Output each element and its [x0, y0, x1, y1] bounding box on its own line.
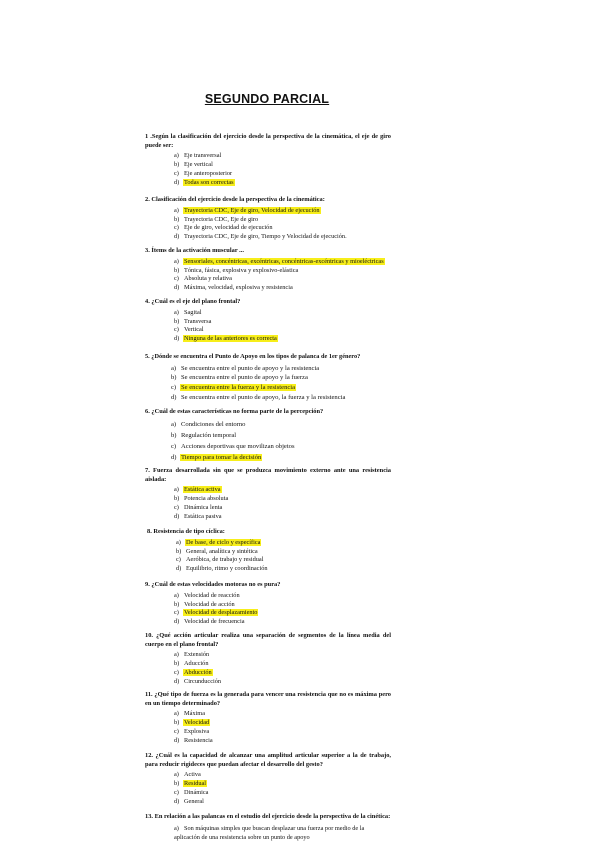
option-b — [174, 267, 391, 276]
option-text: Tiempo para tomar la decisión — [181, 453, 262, 461]
option-d — [171, 452, 391, 463]
option-b — [174, 318, 391, 327]
option-text: Eje transversal — [184, 152, 222, 160]
option-label: d) — [171, 393, 177, 401]
option-c — [174, 789, 391, 798]
option-label: a) — [176, 538, 181, 546]
option-label: c) — [176, 556, 181, 564]
option-label: a) — [171, 420, 177, 428]
option-d — [174, 798, 391, 807]
option-text: Eje vertical — [184, 161, 213, 169]
option-d — [174, 335, 391, 344]
option-text: Potencia absoluta — [184, 495, 229, 503]
option-label: d) — [171, 453, 177, 461]
option-label: c) — [174, 170, 179, 177]
question-text: 3. Ítems de la activación muscular ... — [145, 247, 244, 254]
option-d — [174, 618, 391, 627]
option-label: b) — [174, 161, 180, 169]
option-a — [176, 539, 393, 548]
option-label: b) — [174, 317, 180, 325]
options-list — [145, 651, 391, 687]
question-text: 13. En relación a las palancas en el estudio del ejercicio desde la perspectiva de la cinética: — [145, 813, 391, 820]
options-list — [145, 824, 391, 842]
option-b — [174, 719, 391, 728]
options-list — [145, 364, 397, 403]
option-text: Trayectoria CDC, Eje de giro, Velocidad de ejecución — [184, 206, 320, 214]
option-label: b) — [174, 495, 180, 503]
option-text: Condiciones del entorno — [181, 420, 246, 428]
option-label: c) — [171, 384, 177, 392]
option-label: a) — [171, 364, 177, 372]
option-d — [174, 284, 391, 293]
options-list — [145, 309, 391, 345]
option-label: b) — [171, 374, 177, 382]
question-4 — [145, 298, 391, 344]
option-a — [174, 152, 391, 161]
option-text: Regulación temporal — [181, 431, 237, 439]
question-text: 5. ¿Dónde se encuentra el Punto de Apoyo en los tipos de palanca de 1er género? — [145, 353, 361, 360]
option-text: Se encuentra entre el punto de apoyo y la resistencia — [181, 364, 320, 372]
option-label: d) — [174, 233, 180, 241]
option-label: d) — [176, 565, 182, 573]
option-label: a) — [174, 308, 179, 316]
option-label: c) — [174, 224, 179, 232]
option-text: Explosiva — [184, 728, 210, 735]
question-text: 8. Resistencia de tipo cíclica: — [147, 528, 225, 535]
option-b — [174, 660, 391, 669]
option-label: a) — [174, 651, 179, 659]
option-label: d) — [174, 335, 180, 343]
option-a — [174, 771, 391, 780]
option-a — [171, 419, 391, 430]
option-text: Acciones deportivas que movilizan objetos — [181, 442, 295, 450]
option-text: Velocidad de frecuencia — [184, 618, 245, 626]
option-text: Sensoriales, concéntricas, excéntricas, concéntricas-excéntricas y mioeléctricas — [184, 257, 384, 265]
question-text: 12. ¿Cuál es la capacidad de alcanzar una amplitud articular superior a la de trabajo, para reducir rigideces que puedan afectar el desarrollo del gesto? — [145, 752, 391, 768]
option-c — [176, 556, 393, 565]
options-list — [145, 258, 391, 294]
option-text: Tónica, fásica, explosiva y explosivo-elástica — [184, 266, 299, 274]
option-b — [174, 780, 391, 789]
option-label: d) — [174, 736, 180, 744]
option-text: General — [184, 797, 204, 805]
question-text: 2. Clasificación del ejercicio desde la perspectiva de la cinemática: — [145, 196, 325, 203]
option-c — [174, 224, 391, 233]
option-text: Son máquinas simples que buscan desplazar una fuerza por medio de la aplicación de una resistencia sobre un punto de apoyo — [174, 824, 365, 841]
option-label: a) — [174, 152, 179, 160]
option-a — [174, 651, 391, 660]
option-text: Eje de giro, velocidad de ejecución — [184, 224, 273, 232]
option-text: De base, de ciclo y específica — [186, 538, 261, 546]
option-text: Equilibrio, ritmo y coordinación — [186, 565, 268, 573]
option-label: d) — [174, 512, 180, 520]
option-text: Se encuentra entre la fuerza y la resistencia — [181, 384, 296, 392]
option-label: d) — [174, 618, 180, 626]
option-text: Sagital — [184, 308, 202, 316]
option-c — [174, 326, 391, 335]
option-label: c) — [174, 669, 179, 676]
option-a — [174, 207, 391, 216]
question-text: 1 .Según la clasificación del ejercicio desde la perspectiva de la cinemática, el eje de giro puede ser: — [145, 133, 391, 149]
question-text: 11. ¿Qué tipo de fuerza es la generada para vencer una resistencia que no es máxima pero en un tiempo determinado? — [145, 691, 391, 707]
option-a — [171, 364, 397, 374]
option-d — [176, 565, 393, 574]
question-10 — [145, 632, 391, 687]
option-text: Aeróbica, de trabajo y residual — [186, 556, 264, 564]
option-label: d) — [174, 284, 180, 292]
option-text: Se encuentra entre el punto de apoyo y la fuerza — [181, 374, 308, 382]
option-text: Abducción — [184, 669, 212, 676]
options-list — [145, 771, 391, 807]
option-label: a) — [174, 771, 179, 779]
option-text: Residual — [184, 780, 207, 788]
option-label: d) — [174, 797, 180, 805]
options-list — [145, 592, 391, 628]
question-3 — [145, 247, 391, 293]
option-label: b) — [174, 215, 180, 223]
option-label: c) — [174, 275, 179, 283]
option-label: c) — [174, 789, 179, 796]
option-a — [174, 824, 391, 842]
option-text: Extensión — [184, 651, 210, 659]
option-label: b) — [174, 266, 180, 274]
option-text: Estática pasiva — [184, 512, 222, 520]
option-text: General, analítica y sintética — [186, 547, 258, 555]
option-text: Trayectoria CDC, Eje de giro — [184, 215, 259, 223]
option-label: c) — [174, 504, 179, 511]
options-list — [145, 710, 391, 746]
option-label: b) — [174, 719, 180, 727]
option-label: a) — [174, 206, 179, 214]
option-label: b) — [171, 431, 177, 439]
question-text: 10. ¿Qué acción articular realiza una separación de segmentos de la línea media del cuerpo en el plano frontal? — [145, 632, 391, 648]
option-b — [174, 495, 391, 504]
option-d — [174, 678, 391, 687]
option-c — [174, 275, 391, 284]
option-d — [174, 233, 391, 242]
option-a — [174, 710, 391, 719]
option-c — [174, 504, 391, 513]
option-c — [174, 669, 391, 678]
option-label: c) — [174, 326, 179, 334]
option-d — [171, 393, 397, 403]
option-text: Ninguna de las anteriores es correcta — [184, 335, 277, 343]
question-8 — [147, 528, 393, 574]
option-text: Velocidad — [184, 719, 210, 727]
question-1 — [145, 133, 391, 188]
option-label: d) — [174, 677, 180, 685]
option-text: Velocidad de desplazamiento — [184, 609, 258, 617]
option-text: Máxima, velocidad, explosiva y resistencia — [184, 284, 293, 292]
option-a — [174, 309, 391, 318]
option-label: a) — [174, 824, 179, 832]
option-text: Se encuentra entre el punto de apoyo, la fuerza y la resistencia — [181, 393, 346, 401]
option-label: a) — [174, 710, 179, 718]
option-text: Trayectoria CDC, Eje de giro, Tiempo y Velocidad de ejecución. — [184, 233, 347, 241]
option-text: Activa — [184, 771, 201, 779]
option-b — [174, 216, 391, 225]
option-c — [171, 441, 391, 452]
option-label: c) — [171, 442, 177, 450]
option-label: b) — [174, 660, 180, 668]
question-11 — [145, 691, 391, 746]
option-b — [171, 373, 397, 383]
option-text: Circunducción — [184, 677, 222, 685]
option-text: Eje anteroposterior — [184, 170, 233, 177]
option-b — [171, 430, 391, 441]
options-list — [145, 486, 391, 522]
option-text: Velocidad de reacción — [184, 591, 240, 599]
option-text: Todas son correctas — [184, 178, 234, 186]
option-label: a) — [174, 591, 179, 599]
option-text: Vertical — [184, 326, 204, 334]
option-b — [176, 548, 393, 557]
question-6 — [145, 408, 391, 463]
option-label: b) — [174, 780, 180, 788]
option-c — [174, 728, 391, 737]
option-text: Resistencia — [184, 736, 213, 744]
option-d — [174, 513, 391, 522]
options-list — [147, 539, 393, 575]
option-a — [174, 258, 391, 267]
option-a — [174, 592, 391, 601]
question-12 — [145, 752, 391, 807]
option-label: a) — [174, 257, 179, 265]
option-c — [174, 170, 391, 179]
option-b — [174, 601, 391, 610]
page-title: SEGUNDO PARCIAL — [204, 92, 330, 106]
option-text: Absoluta y relativa — [184, 275, 232, 283]
option-c — [171, 383, 397, 393]
option-text: Velocidad de acción — [184, 600, 235, 608]
option-text: Estática activa — [184, 486, 221, 494]
option-label: c) — [174, 609, 179, 617]
options-list — [145, 207, 391, 243]
option-d — [174, 179, 391, 188]
options-list — [145, 152, 391, 188]
option-d — [174, 737, 391, 746]
question-text: 7. Fuerza desarrollada sin que se produzca movimiento externo ante una resistencia aislada: — [145, 467, 391, 483]
option-a — [174, 486, 391, 495]
question-9 — [145, 581, 391, 627]
option-b — [174, 161, 391, 170]
option-label: d) — [174, 178, 180, 186]
option-text: Transversa — [184, 317, 212, 325]
question-text: 6. ¿Cuál de estas características no forma parte de la percepción? — [145, 408, 324, 415]
option-label: b) — [174, 600, 180, 608]
question-5 — [145, 353, 397, 403]
question-text: 4. ¿Cuál es el eje del plano frontal? — [145, 298, 241, 305]
question-7 — [145, 467, 391, 522]
option-text: Aducción — [184, 660, 209, 668]
option-text: Dinámica — [184, 789, 209, 796]
option-label: c) — [174, 728, 179, 735]
option-label: b) — [176, 547, 182, 555]
question-text: 9. ¿Cuál de estas velocidades motoras no es pura? — [145, 581, 281, 588]
option-label: a) — [174, 486, 179, 494]
options-list — [145, 419, 391, 463]
option-text: Dinámica lenta — [184, 504, 223, 511]
option-c — [174, 609, 391, 618]
option-text: Máxima — [184, 710, 205, 718]
question-2 — [145, 196, 391, 242]
question-13 — [145, 813, 391, 842]
